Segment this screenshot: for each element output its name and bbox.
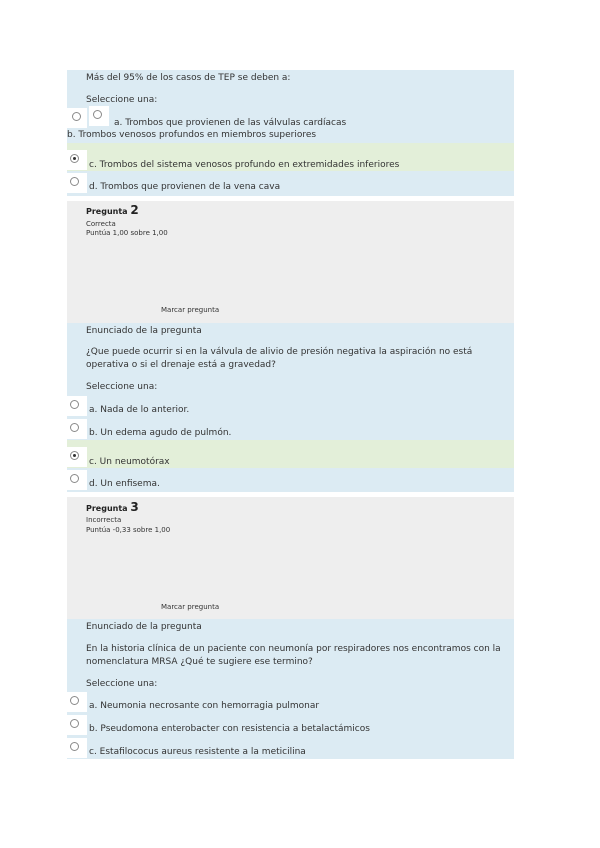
q2-option-d-label[interactable]: d. Un enfisema. (89, 479, 160, 489)
q2-question-text: ¿Que puede ocurrir si en la válvula de alivio de presión negativa la aspiración no está operativa o si el drenaje está a gravedad? (86, 347, 473, 370)
q1-option-a-label[interactable]: a. Trombos que provienen de las válvulas cardíacas (114, 118, 347, 128)
q2-number: 2 (130, 203, 139, 217)
q2-select-prompt: Seleccione una: (86, 382, 158, 392)
q3-option-b-radio[interactable] (70, 719, 79, 728)
q3-status: Incorrecta (86, 516, 122, 524)
q2-option-c-radio[interactable] (70, 451, 79, 460)
q3-info-panel (67, 497, 514, 619)
q2-statement-heading: Enunciado de la pregunta (86, 326, 202, 336)
q2-label: Pregunta (86, 207, 128, 216)
q1-select-prompt: Seleccione una: (86, 95, 158, 105)
q2-status: Correcta (86, 220, 116, 228)
q2-number-heading (86, 203, 139, 217)
q2-option-a-label[interactable]: a. Nada de lo anterior. (89, 405, 190, 415)
q1-option-c-radio[interactable] (70, 154, 79, 163)
q1-option-a-radio-2[interactable] (93, 110, 102, 119)
q3-flag-question-link[interactable]: Marcar pregunta (161, 603, 220, 611)
q3-option-a-label[interactable]: a. Neumonia necrosante con hemorragia pulmonar (89, 701, 320, 711)
q1-option-a-radio[interactable] (72, 112, 81, 121)
q1-question-text: Más del 95% de los casos de TEP se deben a: (86, 73, 291, 83)
q2-option-c-label[interactable]: c. Un neumotórax (89, 457, 170, 467)
q1-option-b-label[interactable]: b. Trombos venosos profundos en miembros superiores (67, 130, 317, 140)
q3-question-text: En la historia clínica de un paciente con neumonía por respiradores nos encontramos con la nomenclatura MRSA ¿Qué te sugiere ese termino? (86, 644, 501, 667)
q3-label: Pregunta (86, 504, 128, 513)
q2-option-a-radio[interactable] (70, 400, 79, 409)
q2-flag-question-link[interactable]: Marcar pregunta (161, 306, 220, 314)
q3-option-c-radio[interactable] (70, 742, 79, 751)
q2-option-b-radio[interactable] (70, 423, 79, 432)
q3-statement-heading: Enunciado de la pregunta (86, 622, 202, 632)
q2-score: Puntúa 1,00 sobre 1,00 (86, 229, 168, 237)
q3-select-prompt: Seleccione una: (86, 679, 158, 689)
q3-option-c-label[interactable]: c. Estafilococus aureus resistente a la meticilina (89, 747, 306, 757)
q3-option-a-radio[interactable] (70, 696, 79, 705)
q2-info-panel (67, 201, 514, 323)
q3-option-b-label[interactable]: b. Pseudomona enterobacter con resistencia a betalactámicos (89, 724, 370, 734)
q1-option-d-radio[interactable] (70, 177, 79, 186)
q2-option-d-radio[interactable] (70, 474, 79, 483)
q3-score: Puntúa -0,33 sobre 1,00 (86, 526, 171, 534)
q3-number-heading (86, 500, 139, 514)
q1-option-d-label[interactable]: d. Trombos que provienen de la vena cava (89, 182, 281, 192)
q1-option-c-label[interactable]: c. Trombos del sistema venosos profundo en extremidades inferiores (89, 160, 400, 170)
q3-number: 3 (130, 500, 139, 514)
q2-option-b-label[interactable]: b. Un edema agudo de pulmón. (89, 428, 232, 438)
